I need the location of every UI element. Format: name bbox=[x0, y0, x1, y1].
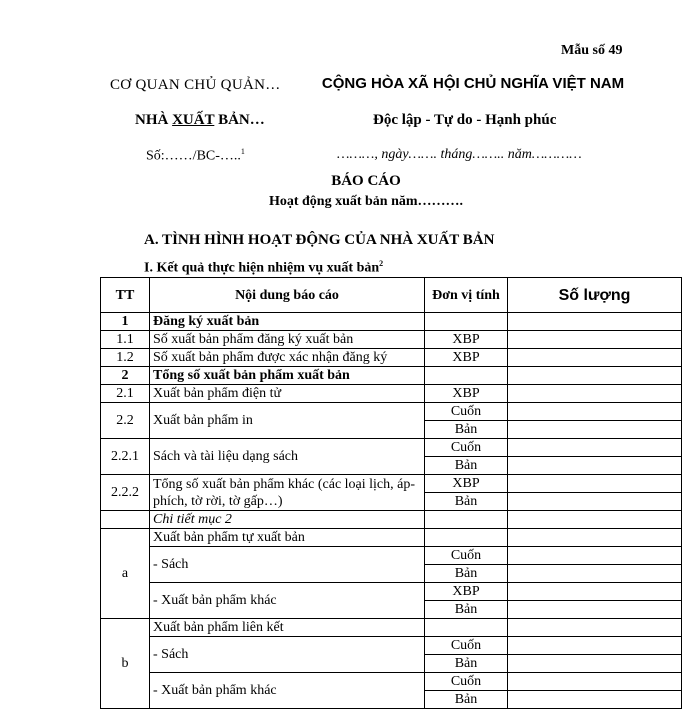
row-unit: Cuốn bbox=[425, 637, 508, 655]
footnote-marker: 1 bbox=[240, 147, 245, 156]
row-unit: Cuốn bbox=[425, 403, 508, 421]
row-content: - Xuất bản phẩm khác bbox=[150, 673, 425, 709]
section-a-heading: A. TÌNH HÌNH HOẠT ĐỘNG CỦA NHÀ XUẤT BẢN bbox=[144, 232, 495, 248]
row-content: - Xuất bản phẩm khác bbox=[150, 583, 425, 619]
reference-number bbox=[146, 147, 245, 165]
row-content: Xuất bản phẩm in bbox=[150, 403, 425, 439]
table-row bbox=[101, 583, 682, 601]
row-unit: Bản bbox=[425, 601, 508, 619]
row-quantity-cell[interactable] bbox=[508, 547, 682, 565]
publisher-name bbox=[135, 112, 265, 129]
row-tt: 2.1 bbox=[101, 385, 150, 403]
row-quantity-cell[interactable] bbox=[508, 673, 682, 691]
row-unit bbox=[425, 529, 508, 547]
row-tt: b bbox=[101, 619, 150, 709]
row-quantity-cell[interactable] bbox=[508, 313, 682, 331]
form-number: Mẫu số 49 bbox=[561, 43, 623, 58]
table-row bbox=[101, 673, 682, 691]
section-i-heading bbox=[144, 259, 383, 277]
row-quantity-cell[interactable] bbox=[508, 637, 682, 655]
publisher-underlined: XUẤT bbox=[172, 112, 215, 128]
row-tt: 2.2.2 bbox=[101, 475, 150, 511]
row-quantity-cell[interactable] bbox=[508, 457, 682, 475]
row-quantity-cell[interactable] bbox=[508, 367, 682, 385]
row-tt: 2.2 bbox=[101, 403, 150, 439]
row-content: Sách và tài liệu dạng sách bbox=[150, 439, 425, 475]
row-quantity-cell[interactable] bbox=[508, 475, 682, 493]
table-header-row bbox=[101, 278, 682, 313]
row-quantity-cell[interactable] bbox=[508, 619, 682, 637]
report-table bbox=[100, 277, 682, 709]
row-quantity-cell[interactable] bbox=[508, 529, 682, 547]
report-title: BÁO CÁO bbox=[331, 173, 401, 189]
section-i-text: I. Kết quả thực hiện nhiệm vụ xuất bản bbox=[144, 260, 380, 276]
table-row bbox=[101, 619, 682, 637]
row-unit: XBP bbox=[425, 475, 508, 493]
header-unit: Đơn vị tính bbox=[425, 278, 508, 313]
table-row bbox=[101, 547, 682, 565]
row-unit: Bản bbox=[425, 691, 508, 709]
row-content: Đăng ký xuất bản bbox=[150, 313, 425, 331]
reference-number-text: Số:……/BC-….. bbox=[146, 148, 241, 164]
row-content: Xuất bản phẩm tự xuất bản bbox=[150, 529, 425, 547]
row-content: Xuất bản phẩm liên kết bbox=[150, 619, 425, 637]
row-unit: XBP bbox=[425, 349, 508, 367]
row-unit bbox=[425, 619, 508, 637]
row-unit: Bản bbox=[425, 457, 508, 475]
header-tt: TT bbox=[101, 278, 150, 313]
row-unit: XBP bbox=[425, 385, 508, 403]
table-row bbox=[101, 439, 682, 457]
row-content: Tổng số xuất bản phẩm khác (các loại lịch, áp-phích, tờ rời, tờ gấp…) bbox=[150, 475, 425, 511]
row-unit: Bản bbox=[425, 421, 508, 439]
row-tt: a bbox=[101, 529, 150, 619]
table-row bbox=[101, 367, 682, 385]
table-row bbox=[101, 403, 682, 421]
table-row bbox=[101, 349, 682, 367]
table-row bbox=[101, 511, 682, 529]
row-unit bbox=[425, 313, 508, 331]
dateline: ………, ngày……. tháng…….. năm………… bbox=[337, 147, 582, 162]
header-quantity: Số lượng bbox=[508, 278, 682, 313]
row-unit bbox=[425, 367, 508, 385]
row-quantity-cell[interactable] bbox=[508, 349, 682, 367]
row-unit: Bản bbox=[425, 565, 508, 583]
row-tt bbox=[101, 511, 150, 529]
row-quantity-cell[interactable] bbox=[508, 583, 682, 601]
row-quantity-cell[interactable] bbox=[508, 655, 682, 673]
row-unit: Bản bbox=[425, 655, 508, 673]
row-tt: 2 bbox=[101, 367, 150, 385]
row-tt: 1 bbox=[101, 313, 150, 331]
table-row bbox=[101, 313, 682, 331]
row-unit: Cuốn bbox=[425, 439, 508, 457]
row-unit: Cuốn bbox=[425, 547, 508, 565]
row-content: Chi tiết mục 2 bbox=[150, 511, 425, 529]
table-row bbox=[101, 637, 682, 655]
header-content: Nội dung báo cáo bbox=[150, 278, 425, 313]
table-row bbox=[101, 331, 682, 349]
row-quantity-cell[interactable] bbox=[508, 385, 682, 403]
row-content: Số xuất bản phẩm được xác nhận đăng ký bbox=[150, 349, 425, 367]
agency-name: CƠ QUAN CHỦ QUẢN… bbox=[110, 77, 281, 93]
row-unit: XBP bbox=[425, 583, 508, 601]
row-content: - Sách bbox=[150, 637, 425, 673]
table-row bbox=[101, 475, 682, 493]
row-content: - Sách bbox=[150, 547, 425, 583]
row-quantity-cell[interactable] bbox=[508, 601, 682, 619]
row-unit: Bản bbox=[425, 493, 508, 511]
footnote-marker: 2 bbox=[379, 259, 384, 268]
national-motto: Độc lập - Tự do - Hạnh phúc bbox=[373, 112, 557, 128]
table-row bbox=[101, 529, 682, 547]
row-quantity-cell[interactable] bbox=[508, 331, 682, 349]
row-quantity-cell[interactable] bbox=[508, 493, 682, 511]
publisher-prefix: NHÀ bbox=[135, 112, 173, 128]
report-subtitle: Hoạt động xuất bản năm………. bbox=[268, 194, 464, 209]
row-quantity-cell[interactable] bbox=[508, 565, 682, 583]
row-quantity-cell[interactable] bbox=[508, 403, 682, 421]
row-unit bbox=[425, 511, 508, 529]
row-tt: 1.1 bbox=[101, 331, 150, 349]
row-content: Số xuất bản phẩm đăng ký xuất bản bbox=[150, 331, 425, 349]
publisher-suffix: BẢN… bbox=[214, 112, 265, 128]
row-tt: 2.2.1 bbox=[101, 439, 150, 475]
row-content: Xuất bản phẩm điện tử bbox=[150, 385, 425, 403]
row-quantity-cell[interactable] bbox=[508, 511, 682, 529]
nation-title: CỘNG HÒA XÃ HỘI CHỦ NGHĨA VIỆT NAM bbox=[321, 75, 625, 92]
row-unit: XBP bbox=[425, 331, 508, 349]
row-content: Tổng số xuất bản phẩm xuất bản bbox=[150, 367, 425, 385]
table-row bbox=[101, 385, 682, 403]
row-tt: 1.2 bbox=[101, 349, 150, 367]
row-unit: Cuốn bbox=[425, 673, 508, 691]
row-quantity-cell[interactable] bbox=[508, 421, 682, 439]
row-quantity-cell[interactable] bbox=[508, 439, 682, 457]
